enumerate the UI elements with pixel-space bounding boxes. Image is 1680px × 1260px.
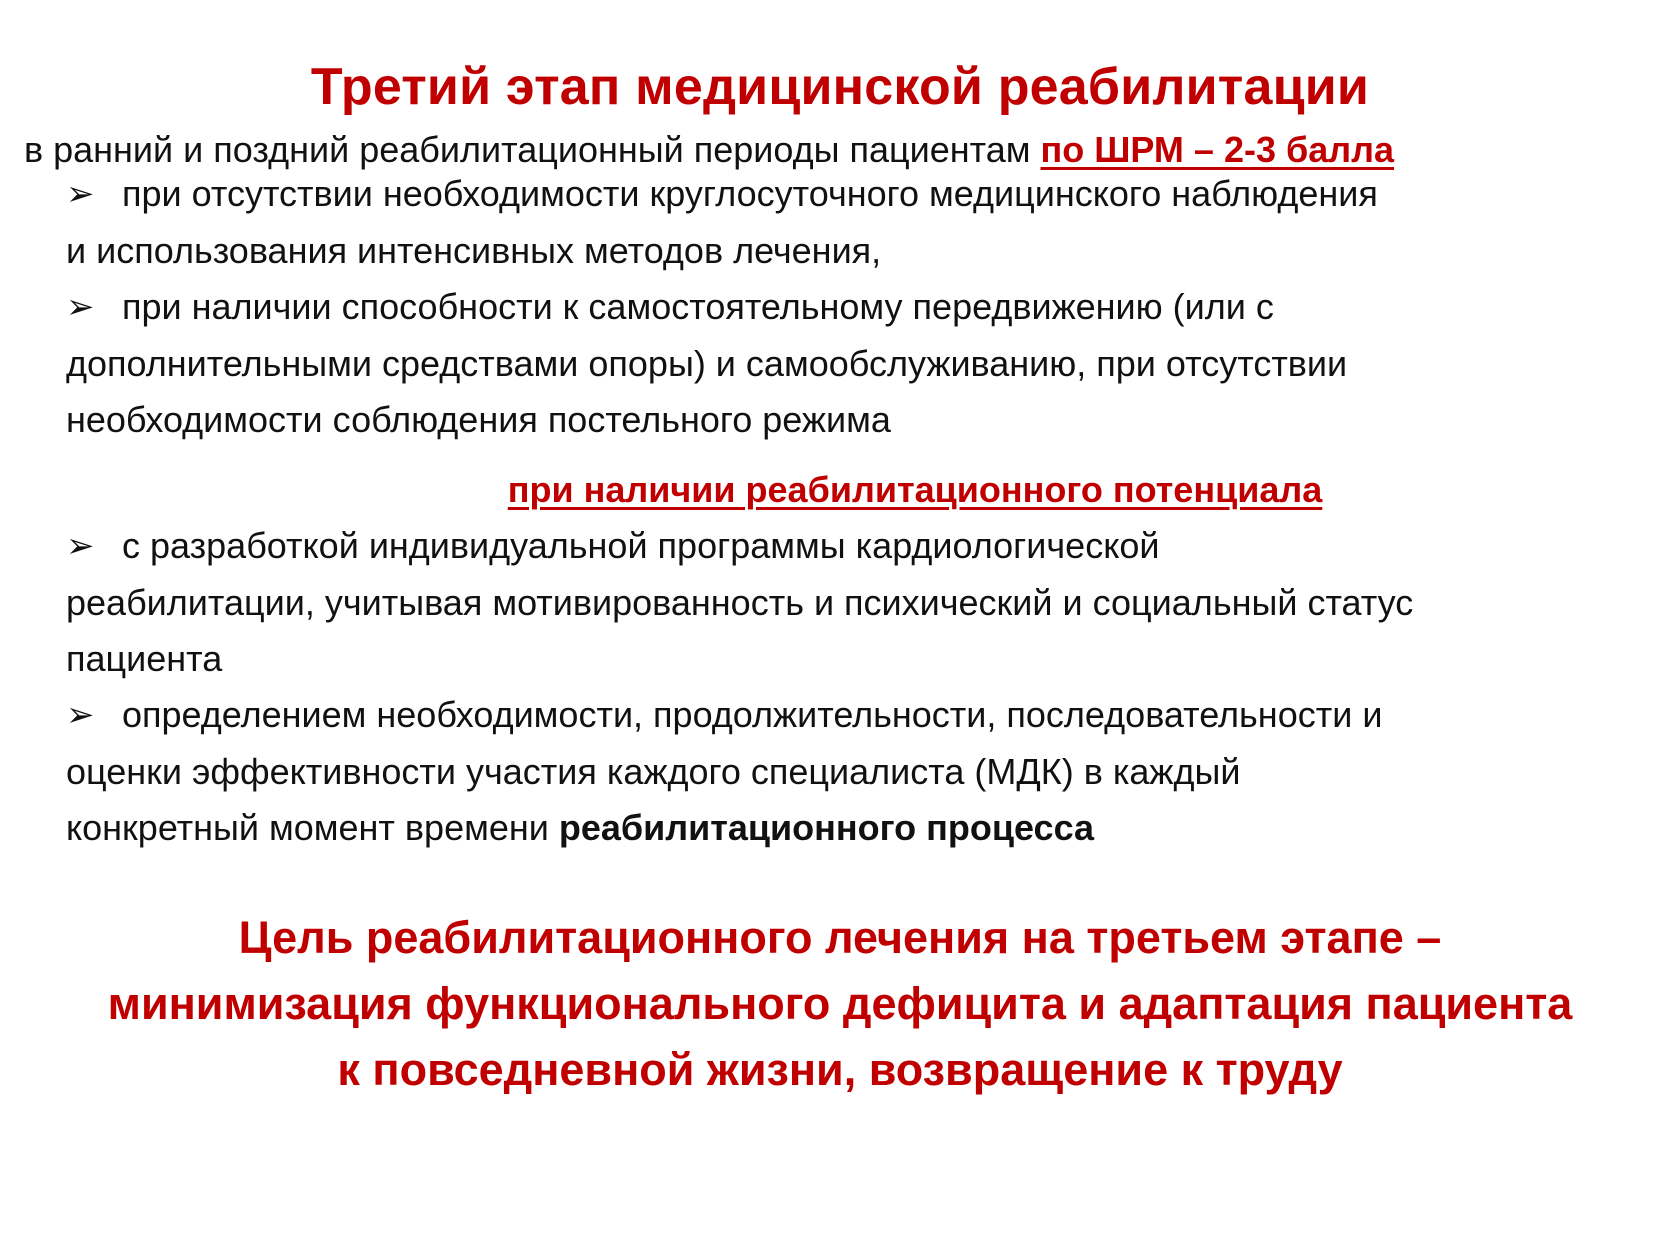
bullet-line-last: [66, 800, 1666, 856]
bullet-item-1: [66, 166, 1666, 279]
slide-title: Третий этап медицинской реабилитации: [310, 58, 1370, 116]
goal-line: минимизация функционального дефицита и адаптация пациента: [107, 978, 1573, 1029]
bullet-line: при наличии способности к самостоятельному передвижению (или с: [122, 286, 1274, 327]
center-heading-text: при наличии реабилитационного потенциала: [507, 469, 1323, 510]
bullet-line: при отсутствии необходимости круглосуточного медицинского наблюдения: [122, 173, 1378, 214]
goal-line: к повседневной жизни, возвращение к труду: [337, 1044, 1343, 1095]
center-heading: [0, 462, 1680, 518]
arrow-bullet-icon: ➢: [66, 527, 95, 565]
subtitle-highlight: по ШРМ – 2-3 балла: [1040, 129, 1394, 170]
bullet-group-1: [66, 166, 1666, 448]
bullet-item-3: [66, 518, 1666, 687]
bullet-line-plain: конкретный момент времени: [66, 807, 559, 848]
goal-statement: [0, 905, 1680, 1103]
bullet-group-2: [66, 518, 1666, 856]
bullet-line: определением необходимости, продолжительности, последовательности и: [122, 694, 1383, 735]
bullet-line: оценки эффективности участия каждого специалиста (МДК) в каждый: [66, 751, 1241, 792]
arrow-bullet-icon: ➢: [66, 288, 95, 326]
bullet-line: и использования интенсивных методов лечения,: [66, 230, 882, 271]
bullet-item-2: [66, 279, 1666, 448]
bullet-line-bold: реабилитационного процесса: [558, 807, 1095, 848]
bullet-line: с разработкой индивидуальной программы кардиологической: [122, 525, 1160, 566]
bullet-line: необходимости соблюдения постельного режима: [66, 399, 891, 440]
goal-line: Цель реабилитационного лечения на третьем этапе –: [238, 912, 1442, 963]
arrow-bullet-icon: ➢: [66, 175, 95, 213]
bullet-line: дополнительными средствами опоры) и самообслуживанию, при отсутствии: [66, 343, 1348, 384]
arrow-bullet-icon: ➢: [66, 696, 95, 734]
bullet-line: пациента: [66, 638, 223, 679]
bullet-item-4: [66, 687, 1666, 856]
bullet-line: реабилитации, учитывая мотивированность и психический и социальный статус: [66, 582, 1414, 623]
subtitle-text: в ранний и поздний реабилитационный периоды пациентам: [24, 129, 1041, 170]
